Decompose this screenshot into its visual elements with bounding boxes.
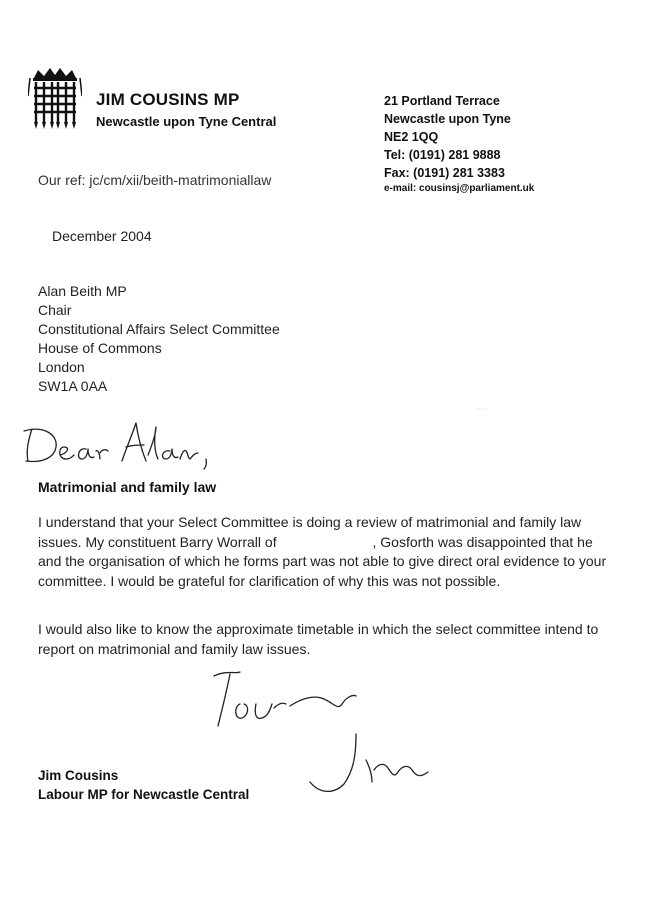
signer-title: Labour MP for Newcastle Central xyxy=(38,787,250,802)
signer-block xyxy=(38,766,249,804)
address-line1: 21 Portland Terrace xyxy=(384,94,500,108)
portcullis-icon xyxy=(28,66,82,130)
recipient-line: Chair xyxy=(38,302,72,318)
paragraph-text: , Gosforth was disappointed that he and the organisation of which he forms part was not able to give direct oral evidence to your committee. I would be grateful for clarification of why this was not possible. xyxy=(38,533,607,589)
address-email: e-mail: cousinsj@parliament.uk xyxy=(384,183,535,194)
letter-date: December 2004 xyxy=(52,228,152,244)
office-address xyxy=(384,92,534,198)
paragraph-text: I understand that your Select Committee is doing a review of matrimonial and family law issues. My constituent Barry Worrall of xyxy=(38,514,582,550)
handwritten-greeting xyxy=(14,415,214,475)
mp-name: JIM COUSINS MP xyxy=(96,90,240,109)
recipient-line: Alan Beith MP xyxy=(38,283,127,299)
recipient-line: Constitutional Affairs Select Committee xyxy=(38,321,280,337)
mp-constituency: Newcastle upon Tyne Central xyxy=(96,114,277,129)
address-postcode: NE2 1QQ xyxy=(384,130,439,144)
body-paragraph-2: I would also like to know the approximate timetable in which the select committee intend to report on matrimonial and family law issues. xyxy=(38,621,599,657)
body-paragraph-1 xyxy=(38,513,608,591)
recipient-address xyxy=(38,282,280,396)
address-line2: Newcastle upon Tyne xyxy=(384,112,511,126)
signer-name: Jim Cousins xyxy=(38,768,119,783)
recipient-line: SW1A 0AA xyxy=(38,378,108,394)
letter-subject: Matrimonial and family law xyxy=(38,479,217,495)
recipient-line: House of Commons xyxy=(38,340,162,356)
address-tel: Tel: (0191) 281 9888 xyxy=(384,148,501,162)
reference-line: Our ref: jc/cm/xii/beith-matrimoniallaw xyxy=(38,172,272,188)
scan-speck: ·.· xyxy=(478,406,490,412)
address-fax: Fax: (0191) 281 3383 xyxy=(384,166,505,180)
recipient-line: London xyxy=(38,359,85,375)
